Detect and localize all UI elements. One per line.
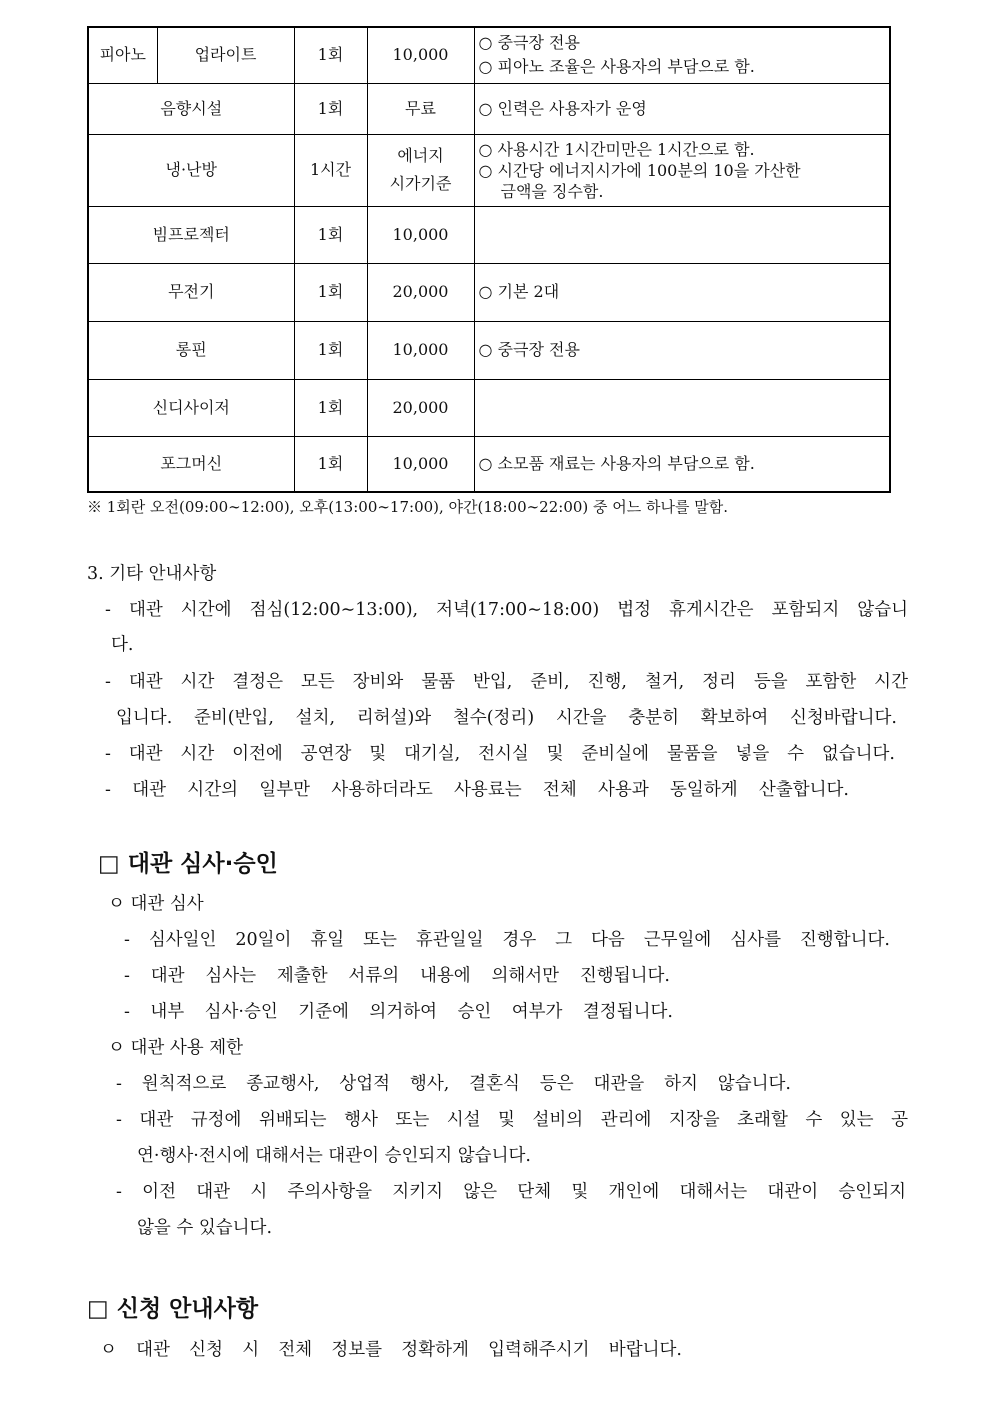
fee-table (87, 26, 891, 493)
note-line: ○ 중극장 전용 (478, 33, 580, 53)
note-cell (474, 436, 890, 492)
table-row (88, 379, 890, 436)
unit-cell: 1회 (294, 27, 367, 83)
item-cell: 신디사이저 (88, 379, 294, 436)
unit-cell: 1시간 (294, 134, 367, 206)
table-row (88, 436, 890, 492)
subsection-title: ㅇ 대관 심사 (108, 894, 204, 914)
unit-cell: 1회 (294, 83, 367, 134)
note-cell (474, 83, 890, 134)
item-cell: 무전기 (88, 263, 294, 321)
table-row (88, 134, 890, 206)
paragraph-line: - 심사일인 20일이 휴일 또는 휴관일일 경우 그 다음 근무일에 심사를 진행합니다. (124, 930, 890, 950)
paragraph-line: - 내부 심사·승인 기준에 의거하여 승인 여부가 결정됩니다. (124, 1002, 673, 1022)
paragraph-line: - 대관 심사는 제출한 서류의 내용에 의해서만 진행됩니다. (124, 966, 670, 986)
paragraph-line: 않을 수 있습니다. (137, 1218, 273, 1238)
unit-cell: 1회 (294, 436, 367, 492)
note-line: ○ 사용시간 1시간미만은 1시간으로 함. (478, 139, 755, 159)
paragraph-line: - 대관 시간 결정은 모든 장비와 물품 반입, 준비, 진행, 철거, 정리 등을 포함한 시간 (105, 672, 908, 692)
item-cell: 롱핀 (88, 321, 294, 379)
paragraph-line: - 이전 대관 시 주의사항을 지키지 않은 단체 및 개인에 대해서는 대관이 승인되지 (116, 1182, 906, 1202)
table-row (88, 263, 890, 321)
note-line: ○ 기본 2대 (478, 282, 560, 301)
fee-cell: 10,000 (367, 321, 474, 379)
note-cell (474, 321, 890, 379)
note-line: ○ 중극장 전용 (478, 340, 580, 359)
paragraph-line: 입니다. 준비(반입, 설치, 리허설)와 철수(정리) 시간을 충분히 확보하여 신청바랍니다. (116, 708, 897, 728)
fee-cell (367, 134, 474, 206)
note-cell (474, 263, 890, 321)
section-title: 3. 기타 안내사항 (87, 564, 217, 584)
paragraph-line: - 원칙적으로 종교행사, 상업적 행사, 결혼식 등은 대관을 하지 않습니다. (116, 1074, 791, 1094)
note-line: ○ 소모품 재료는 사용자의 부담으로 함. (478, 453, 755, 473)
fee-cell: 20,000 (367, 263, 474, 321)
item-cell: 냉·난방 (88, 134, 294, 206)
section-heading: □ 신청 안내사항 (87, 1296, 259, 1322)
fee-cell: 20,000 (367, 379, 474, 436)
note-line: 금액을 징수함. (500, 181, 604, 201)
paragraph-line: - 대관 시간에 점심(12:00∼13:00), 저녁(17:00∼18:00) 법정 휴게시간은 포함되지 않습니 (105, 600, 908, 620)
note-cell (474, 134, 890, 206)
paragraph-line: - 대관 시간의 일부만 사용하더라도 사용료는 전체 사용과 동일하게 산출합니다. (105, 780, 849, 800)
table-footnote: ※ 1회란 오전(09:00∼12:00), 오후(13:00∼17:00), 야간(18:00∼22:00) 중 어느 하나를 말함. (87, 498, 729, 516)
note-cell (474, 27, 890, 83)
fee-cell: 무료 (367, 83, 474, 134)
unit-cell: 1회 (294, 379, 367, 436)
fee-line: 에너지 (397, 146, 444, 165)
paragraph-line: - 대관 규정에 위배되는 행사 또는 시설 및 설비의 관리에 지장을 초래할 수 있는 공 (116, 1110, 908, 1130)
item-cell: 피아노 (88, 27, 157, 83)
note-line: ○ 인력은 사용자가 운영 (478, 98, 647, 118)
fee-line: 시가기준 (389, 174, 452, 193)
note-line: ○ 시간당 에너지시가에 100분의 10을 가산한 (478, 160, 801, 180)
item-cell: 음향시설 (88, 83, 294, 134)
table-row (88, 83, 890, 134)
item-cell: 빔프로젝터 (88, 206, 294, 263)
paragraph-line: - 대관 시간 이전에 공연장 및 대기실, 전시실 및 준비실에 물품을 넣을 수 없습니다. (105, 744, 895, 764)
table-row (88, 206, 890, 263)
table-row (88, 27, 890, 83)
unit-cell: 1회 (294, 263, 367, 321)
item-cell: 포그머신 (88, 436, 294, 492)
note-cell (474, 206, 890, 263)
unit-cell: 1회 (294, 321, 367, 379)
paragraph-line: 다. (111, 635, 134, 655)
subitem-cell: 업라이트 (157, 27, 294, 83)
section-heading: □ 대관 심사·승인 (98, 851, 278, 877)
subsection-title: ㅇ 대관 사용 제한 (108, 1038, 244, 1058)
fee-cell: 10,000 (367, 206, 474, 263)
fee-cell: 10,000 (367, 27, 474, 83)
fee-cell: 10,000 (367, 436, 474, 492)
paragraph-line: 연·행사·전시에 대해서는 대관이 승인되지 않습니다. (137, 1146, 531, 1166)
paragraph-line: ㅇ 대관 신청 시 전체 정보를 정확하게 입력해주시기 바랍니다. (100, 1340, 682, 1360)
note-line: ○ 피아노 조율은 사용자의 부담으로 함. (478, 57, 755, 77)
unit-cell: 1회 (294, 206, 367, 263)
table-row (88, 321, 890, 379)
note-cell (474, 379, 890, 436)
